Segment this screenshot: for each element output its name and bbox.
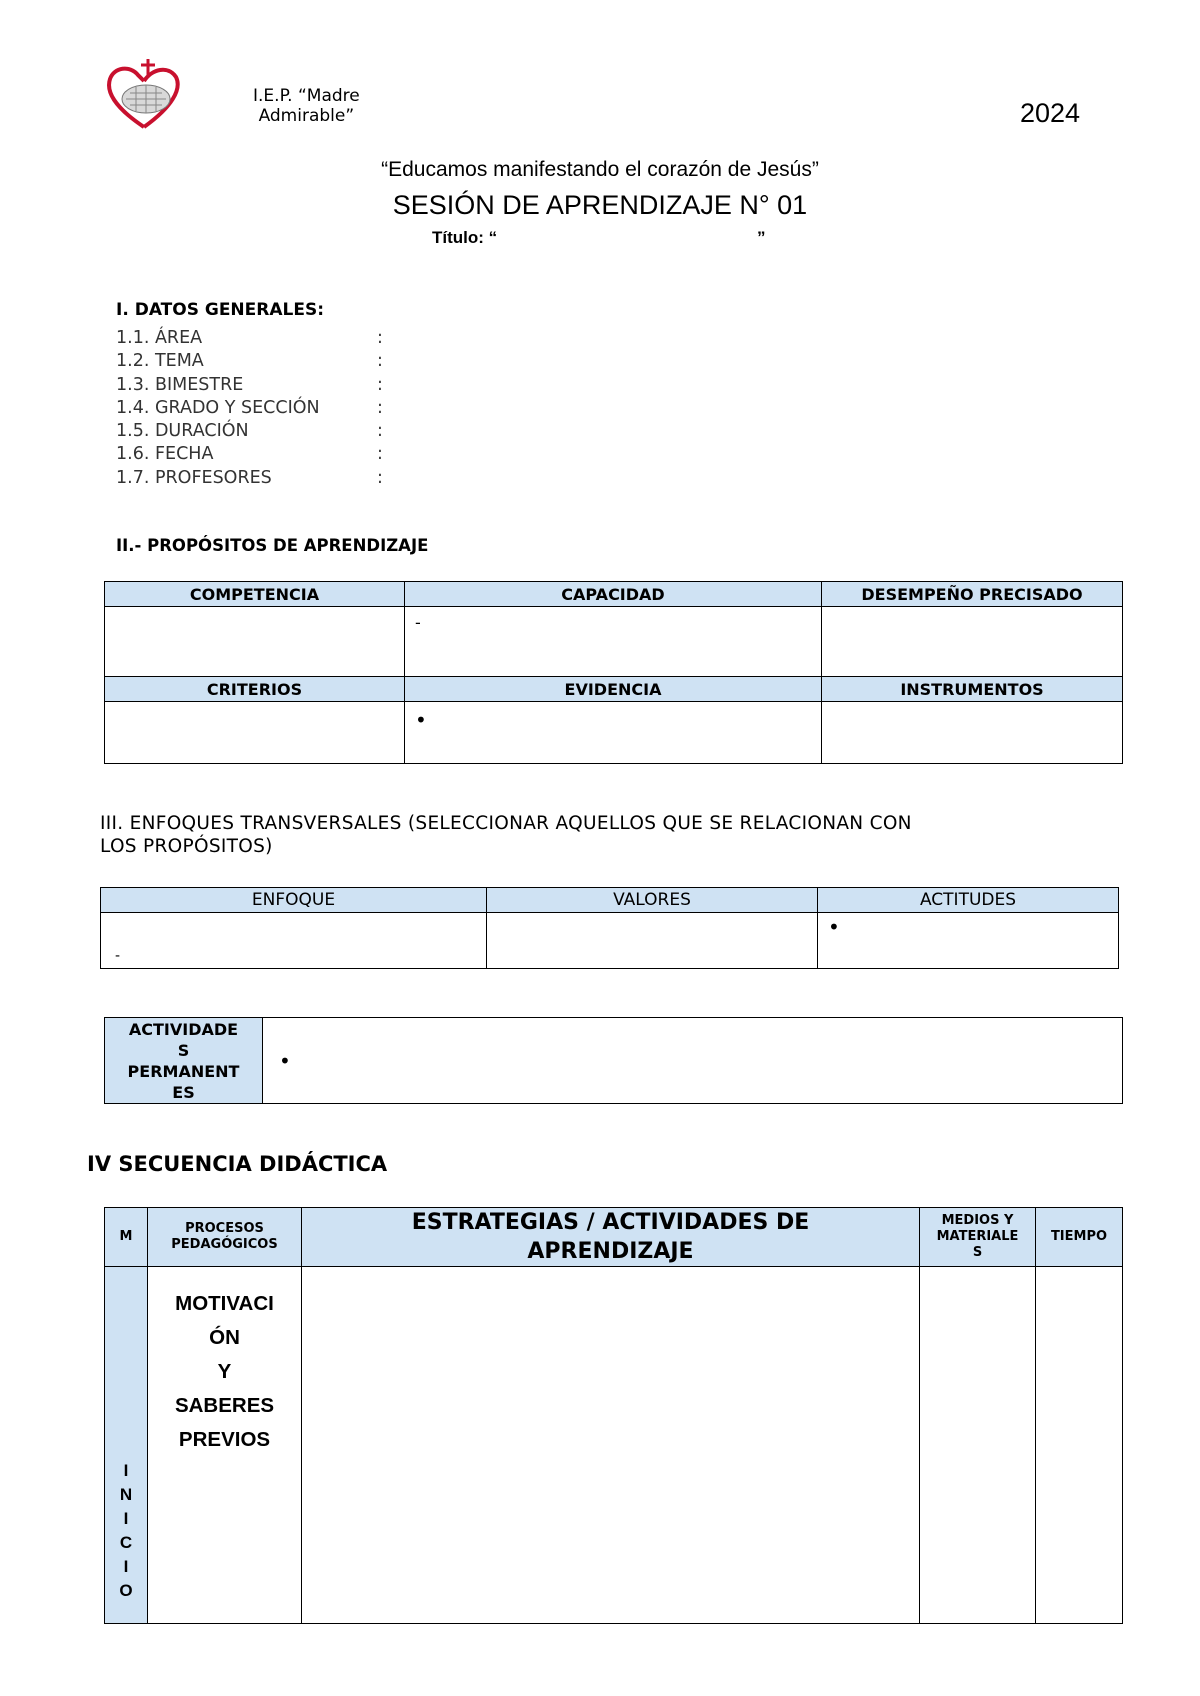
header-line: APRENDIZAJE bbox=[527, 1239, 694, 1264]
section-secuencia-heading: IV SECUENCIA DIDÁCTICA bbox=[87, 1152, 388, 1176]
table-row bbox=[105, 1018, 1123, 1104]
field-colon: : bbox=[377, 467, 383, 488]
cell-enfoque[interactable] bbox=[101, 913, 487, 969]
table-row bbox=[105, 582, 1123, 607]
evidence-bullet: • bbox=[415, 708, 427, 732]
process-line: Y bbox=[217, 1360, 232, 1383]
header-actitudes: ACTITUDES bbox=[818, 888, 1119, 913]
motto: “Educamos manifestando el corazón de Jesús” bbox=[381, 158, 819, 181]
school-name-line2: Admirable” bbox=[258, 106, 355, 126]
phase-letter: I bbox=[123, 1557, 129, 1576]
secuencia-table bbox=[104, 1207, 1123, 1624]
year: 2024 bbox=[1020, 98, 1081, 128]
phase-letter: O bbox=[119, 1581, 133, 1600]
section-propositos-heading: II.- PROPÓSITOS DE APRENDIZAJE bbox=[116, 536, 429, 555]
permanent-bullet: • bbox=[279, 1048, 291, 1073]
permanent-label-line: ACTIVIDADE bbox=[128, 1019, 239, 1039]
header-line: ESTRATEGIAS / ACTIVIDADES DE bbox=[411, 1210, 810, 1235]
capacity-dash: - bbox=[415, 613, 421, 632]
header-estrategias bbox=[302, 1208, 920, 1267]
field-colon: : bbox=[377, 374, 383, 395]
permanent-label bbox=[105, 1018, 263, 1104]
header-desempeno: DESEMPEÑO PRECISADO bbox=[822, 582, 1123, 607]
session-title: SESIÓN DE APRENDIZAJE N° 01 bbox=[392, 190, 808, 220]
header-enfoque: ENFOQUE bbox=[101, 888, 487, 913]
cell-estrategias[interactable] bbox=[302, 1267, 920, 1624]
table-row bbox=[101, 913, 1119, 969]
table-row bbox=[105, 702, 1123, 764]
table-row bbox=[105, 1208, 1123, 1267]
header-line: S bbox=[972, 1245, 983, 1260]
actividades-permanentes-table bbox=[104, 1017, 1123, 1104]
cell-desempeno[interactable] bbox=[822, 607, 1123, 677]
field-label: 1.6. FECHA bbox=[116, 444, 214, 465]
phase-letters bbox=[105, 1459, 147, 1603]
field-label: 1.5. DURACIÓN bbox=[116, 421, 249, 442]
enfoque-dash: - bbox=[115, 948, 121, 964]
table-row bbox=[105, 607, 1123, 677]
header-line: PEDAGÓGICOS bbox=[171, 1237, 278, 1252]
header-instrumentos: INSTRUMENTOS bbox=[822, 677, 1123, 702]
cell-valores[interactable] bbox=[487, 913, 818, 969]
header-line: MATERIALE bbox=[936, 1229, 1019, 1244]
cell-tiempo[interactable] bbox=[1036, 1267, 1123, 1624]
process-line: SABERES bbox=[174, 1394, 275, 1417]
header-competencia: COMPETENCIA bbox=[105, 582, 405, 607]
field-label: 1.4. GRADO Y SECCIÓN bbox=[116, 397, 320, 418]
section-datos-generales-heading: I. DATOS GENERALES: bbox=[116, 300, 325, 320]
cell-actividades[interactable] bbox=[263, 1018, 1123, 1104]
cell-instrumentos[interactable] bbox=[822, 702, 1123, 764]
phase-letter: C bbox=[119, 1533, 133, 1552]
heading-line1: III. ENFOQUES TRANSVERSALES (SELECCIONAR AQUELLOS QUE SE RELACIONAN CON bbox=[100, 813, 912, 834]
process-line: MOTIVACI bbox=[175, 1292, 274, 1315]
field-label: 1.2. TEMA bbox=[116, 351, 204, 372]
header-tiempo: TIEMPO bbox=[1036, 1208, 1123, 1267]
field-label: 1.7. PROFESORES bbox=[116, 467, 272, 488]
section-enfoques-heading bbox=[100, 812, 912, 858]
title-close-quote: ” bbox=[757, 228, 766, 247]
cell-capacidad[interactable] bbox=[405, 607, 822, 677]
field-colon: : bbox=[377, 444, 383, 465]
header-procesos bbox=[148, 1208, 302, 1267]
phase-letter: I bbox=[123, 1509, 129, 1528]
cell-competencia[interactable] bbox=[105, 607, 405, 677]
field-label: 1.1. ÁREA bbox=[116, 328, 203, 348]
header-valores: VALORES bbox=[487, 888, 818, 913]
permanent-label-line: ES bbox=[172, 1082, 195, 1102]
propositos-table bbox=[104, 581, 1123, 764]
school-name bbox=[253, 86, 360, 126]
field-colon: : bbox=[377, 328, 383, 348]
header-m: M bbox=[105, 1208, 148, 1267]
header-capacidad: CAPACIDAD bbox=[405, 582, 822, 607]
permanent-label-line: PERMANENT bbox=[127, 1061, 240, 1081]
table-row bbox=[105, 677, 1123, 702]
header-criterios: CRITERIOS bbox=[105, 677, 405, 702]
header-line: PROCESOS bbox=[185, 1221, 264, 1236]
cell-actitudes[interactable] bbox=[818, 913, 1119, 969]
field-colon: : bbox=[377, 421, 383, 442]
table-row bbox=[101, 888, 1119, 913]
phase-letter: N bbox=[119, 1485, 133, 1504]
table-row bbox=[105, 1267, 1123, 1624]
cell-criterios[interactable] bbox=[105, 702, 405, 764]
title-label: Título: “ bbox=[432, 228, 498, 247]
cell-evidencia[interactable] bbox=[405, 702, 822, 764]
header-evidencia: EVIDENCIA bbox=[405, 677, 822, 702]
school-name-line1: I.E.P. “Madre bbox=[253, 86, 360, 106]
process-motivacion bbox=[148, 1267, 302, 1624]
permanent-label-line: S bbox=[177, 1040, 190, 1060]
header-medios bbox=[920, 1208, 1036, 1267]
field-label: 1.3. BIMESTRE bbox=[116, 374, 244, 395]
process-line: ÓN bbox=[209, 1326, 240, 1349]
process-line: PREVIOS bbox=[178, 1428, 271, 1451]
session-subtitle bbox=[432, 228, 766, 248]
phase-letter: I bbox=[123, 1461, 129, 1480]
field-colon: : bbox=[377, 351, 383, 372]
actitudes-bullet: • bbox=[828, 915, 840, 939]
heading-line2: LOS PROPÓSITOS) bbox=[100, 836, 273, 857]
cell-medios[interactable] bbox=[920, 1267, 1036, 1624]
phase-inicio bbox=[105, 1267, 148, 1624]
school-logo-heart-icon bbox=[104, 55, 184, 135]
enfoques-table bbox=[100, 887, 1119, 969]
header-line: MEDIOS Y bbox=[941, 1213, 1014, 1228]
field-colon: : bbox=[377, 397, 383, 418]
